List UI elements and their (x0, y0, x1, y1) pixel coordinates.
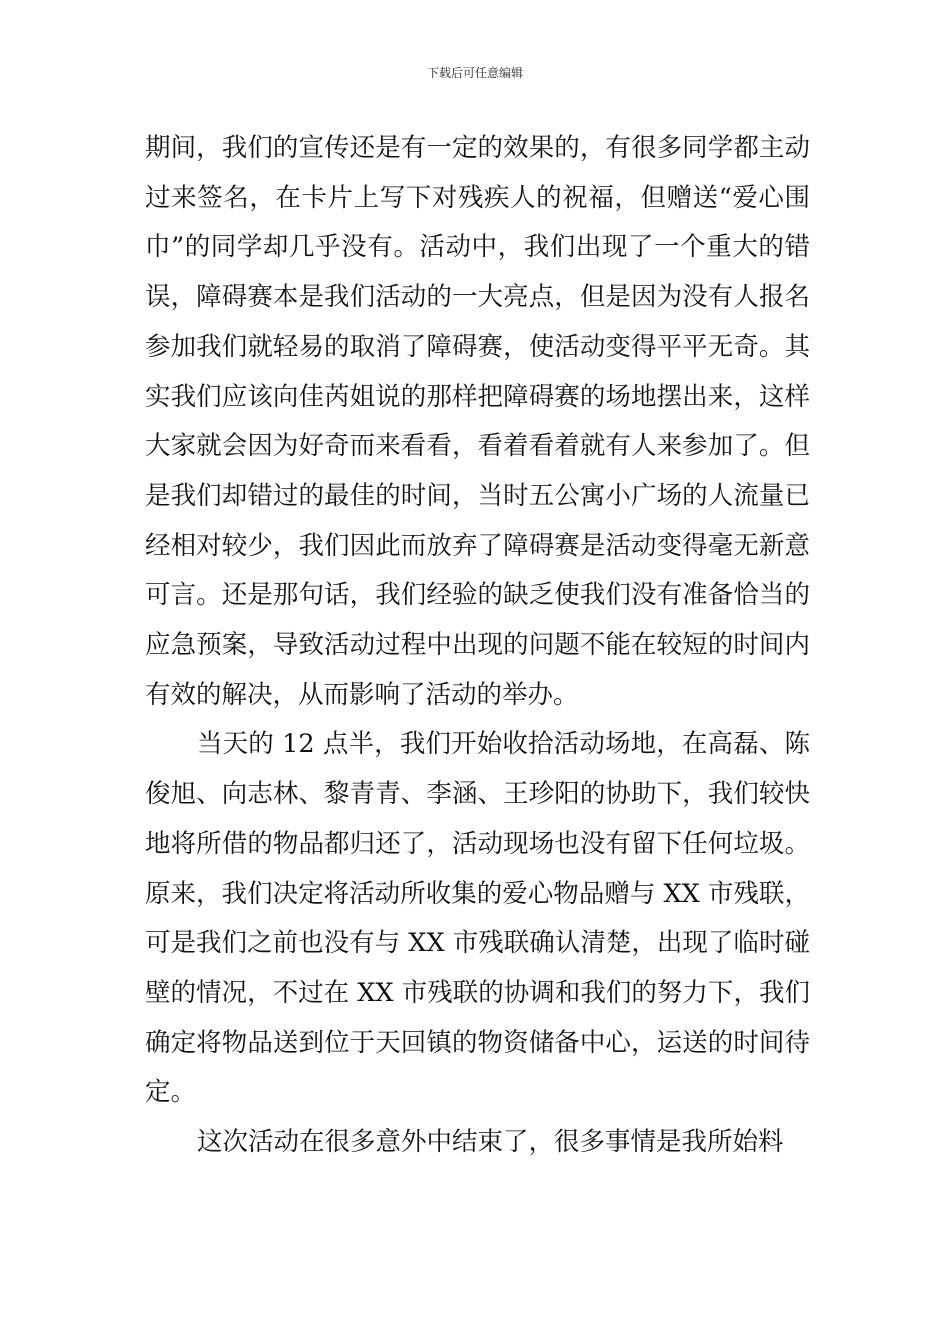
paragraph-3: 这次活动在很多意外中结束了，很多事情是我所始料 (197, 1127, 784, 1158)
paragraph-1: 期间，我们的宣传还是有一定的效果的，有很多同学都主动过来签名，在卡片上写下对残疾人的祝福，但赠送“爱心围巾”的同学却几乎没有。活动中，我们出现了一个重大的错误，障碍赛本是我们活动的一大亮点，但是因为没有人报名参加我们就轻易的取消了障碍赛，使活动变得平平无奇。其实我们应该向佳芮姐说的那样把障碍赛的场地摆出来，这样大家就会因为好奇而来看看，看着看着就有人来参加了。但是我们却错过的最佳的时间，当时五公寓小广场的人流量已经相对较少，我们因此而放弃了障碍赛是活动变得毫无新意可言。还是那句话，我们经验的缺乏使我们没有准备恰当的应急预案，导致活动过程中出现的问题不能在较短的时间内有效的解决，从而影响了活动的举办。 (145, 133, 810, 710)
document-body (145, 124, 810, 1168)
paragraph-2: 当天的 12 点半，我们开始收拾活动场地，在高磊、陈俊旭、向志林、黎青青、李涵、王珍阳的协助下，我们较快地将所借的物品都归还了，活动现场也没有留下任何垃圾。原来，我们决定将活动所收集的爱心物品赠与 XX 市残联，可是我们之前也没有与 XX 市残联确认清楚，出现了临时碰壁的情况，不过在 XX 市残联的协调和我们的努力下，我们确定将物品送到位于天回镇的物资储备中心，运送的时间待定。 (145, 729, 810, 1108)
page-header: 下载后可任意编辑 (426, 66, 523, 80)
